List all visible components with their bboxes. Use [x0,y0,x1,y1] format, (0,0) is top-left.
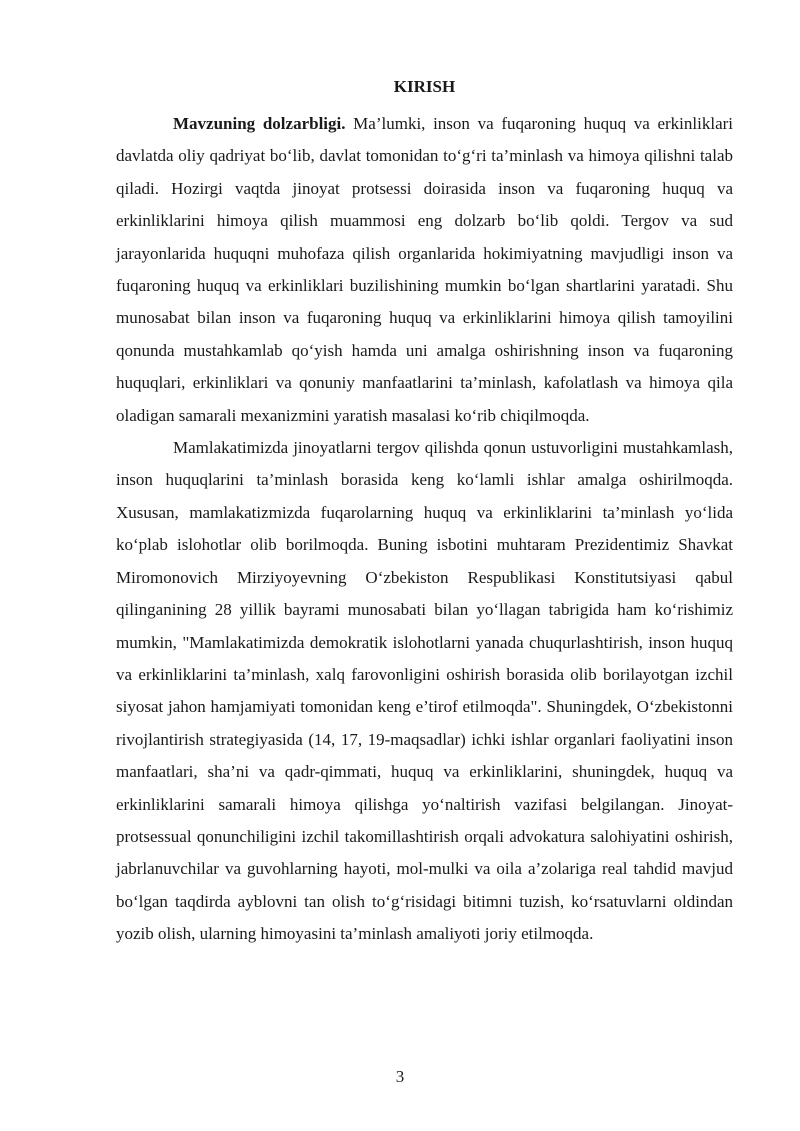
paragraph-lead-heading: Mavzuning dolzarbligi. [173,114,346,133]
paragraph-relevance [116,108,733,432]
paragraph-relevance-text: Ma’lumki, inson va fuqaroning huquq va erkinliklari davlatda oliy qadriyat bo‘lib, davlat tomonidan to‘g‘ri ta’minlash va himoya qilishni talab qiladi. Hozirgi vaqtda jinoyat protsessi doirasida inson va fuqaroning huquq va erkinliklarini himoya qilish muammosi eng dolzarb bo‘lib qoldi. Tergov va sud jarayonlarida huquqni muhofaza qilish organlarida hokimiyatning mavjudligi inson va fuqaroning huquq va erkinliklari buzilishining mumkin bo‘lgan shartlarini yaratadi. Shu munosabat bilan inson va fuqaroning huquq va erkinliklarini himoya qilish tamoyilini qonunda mustahkamlab qo‘yish hamda uni amalga oshirishning inson va fuqaroning huquqlari, erkinliklari va qonuniy manfaatlarini ta’minlash, kafolatlash va himoya qila oladigan samarali mexanizmini yaratish masalasi ko‘rib chiqilmoqda. [116,114,733,425]
page-number: 3 [395,1067,405,1086]
paragraph-reforms: Mamlakatimizda jinoyatlarni tergov qilishda qonun ustuvorligini mustahkamlash, inson huquqlarini ta’minlash borasida keng ko‘lamli ishlar amalga oshirilmoqda. Xususan, mamlakatizmizda fuqarolarning huquq va erkinliklarini ta’minlash yo‘lida ko‘plab islohotlar olib borilmoqda. Buning isbotini muhtaram Prezidentimiz Shavkat Miromonovich Mirziyoyevning O‘zbekiston Respublikasi Konstitutsiyasi qabul qilinganining 28 yillik bayrami munosabati bilan yo‘llagan tabrigida ham ko‘rishimiz mumkin, "Mamlakatimizda demokratik islohotlarni yanada chuqurlashtirish, inson huquq va erkinliklarini ta’minlash, xalq farovonligini oshirish borasida olib borilayotgan izchil siyosat jahon hamjamiyati tomonidan keng e’tirof etilmoqda". Shuningdek, O‘zbekistonni rivojlantirish strategiyasida (14, 17, 19-maqsadlar) ichki ishlar organlari faoliyatini inson manfaatlari, sha’ni va qadr-qimmati, huquq va erkinliklarini, shuningdek, huquq va erkinliklarini samarali himoya qilishga yo‘naltirish vazifasi belgilangan. Jinoyat-protsessual qonunchiligini izchil takomillashtirish orqali advokatura salohiyatini oshirish, jabrlanuvchilar va guvohlarning hayoti, mol-mulki va oila a’zolariga real tahdid mavjud bo‘lgan taqdirda ayblovni tan olish to‘g‘risidagi bitimni tuzish, ko‘rsatuvlarni oldindan yozib olish, ularning himoyasini ta’minlash amaliyoti joriy etilmoqda. [116,438,733,944]
page-content [116,76,733,951]
page-title: KIRISH [393,77,456,96]
